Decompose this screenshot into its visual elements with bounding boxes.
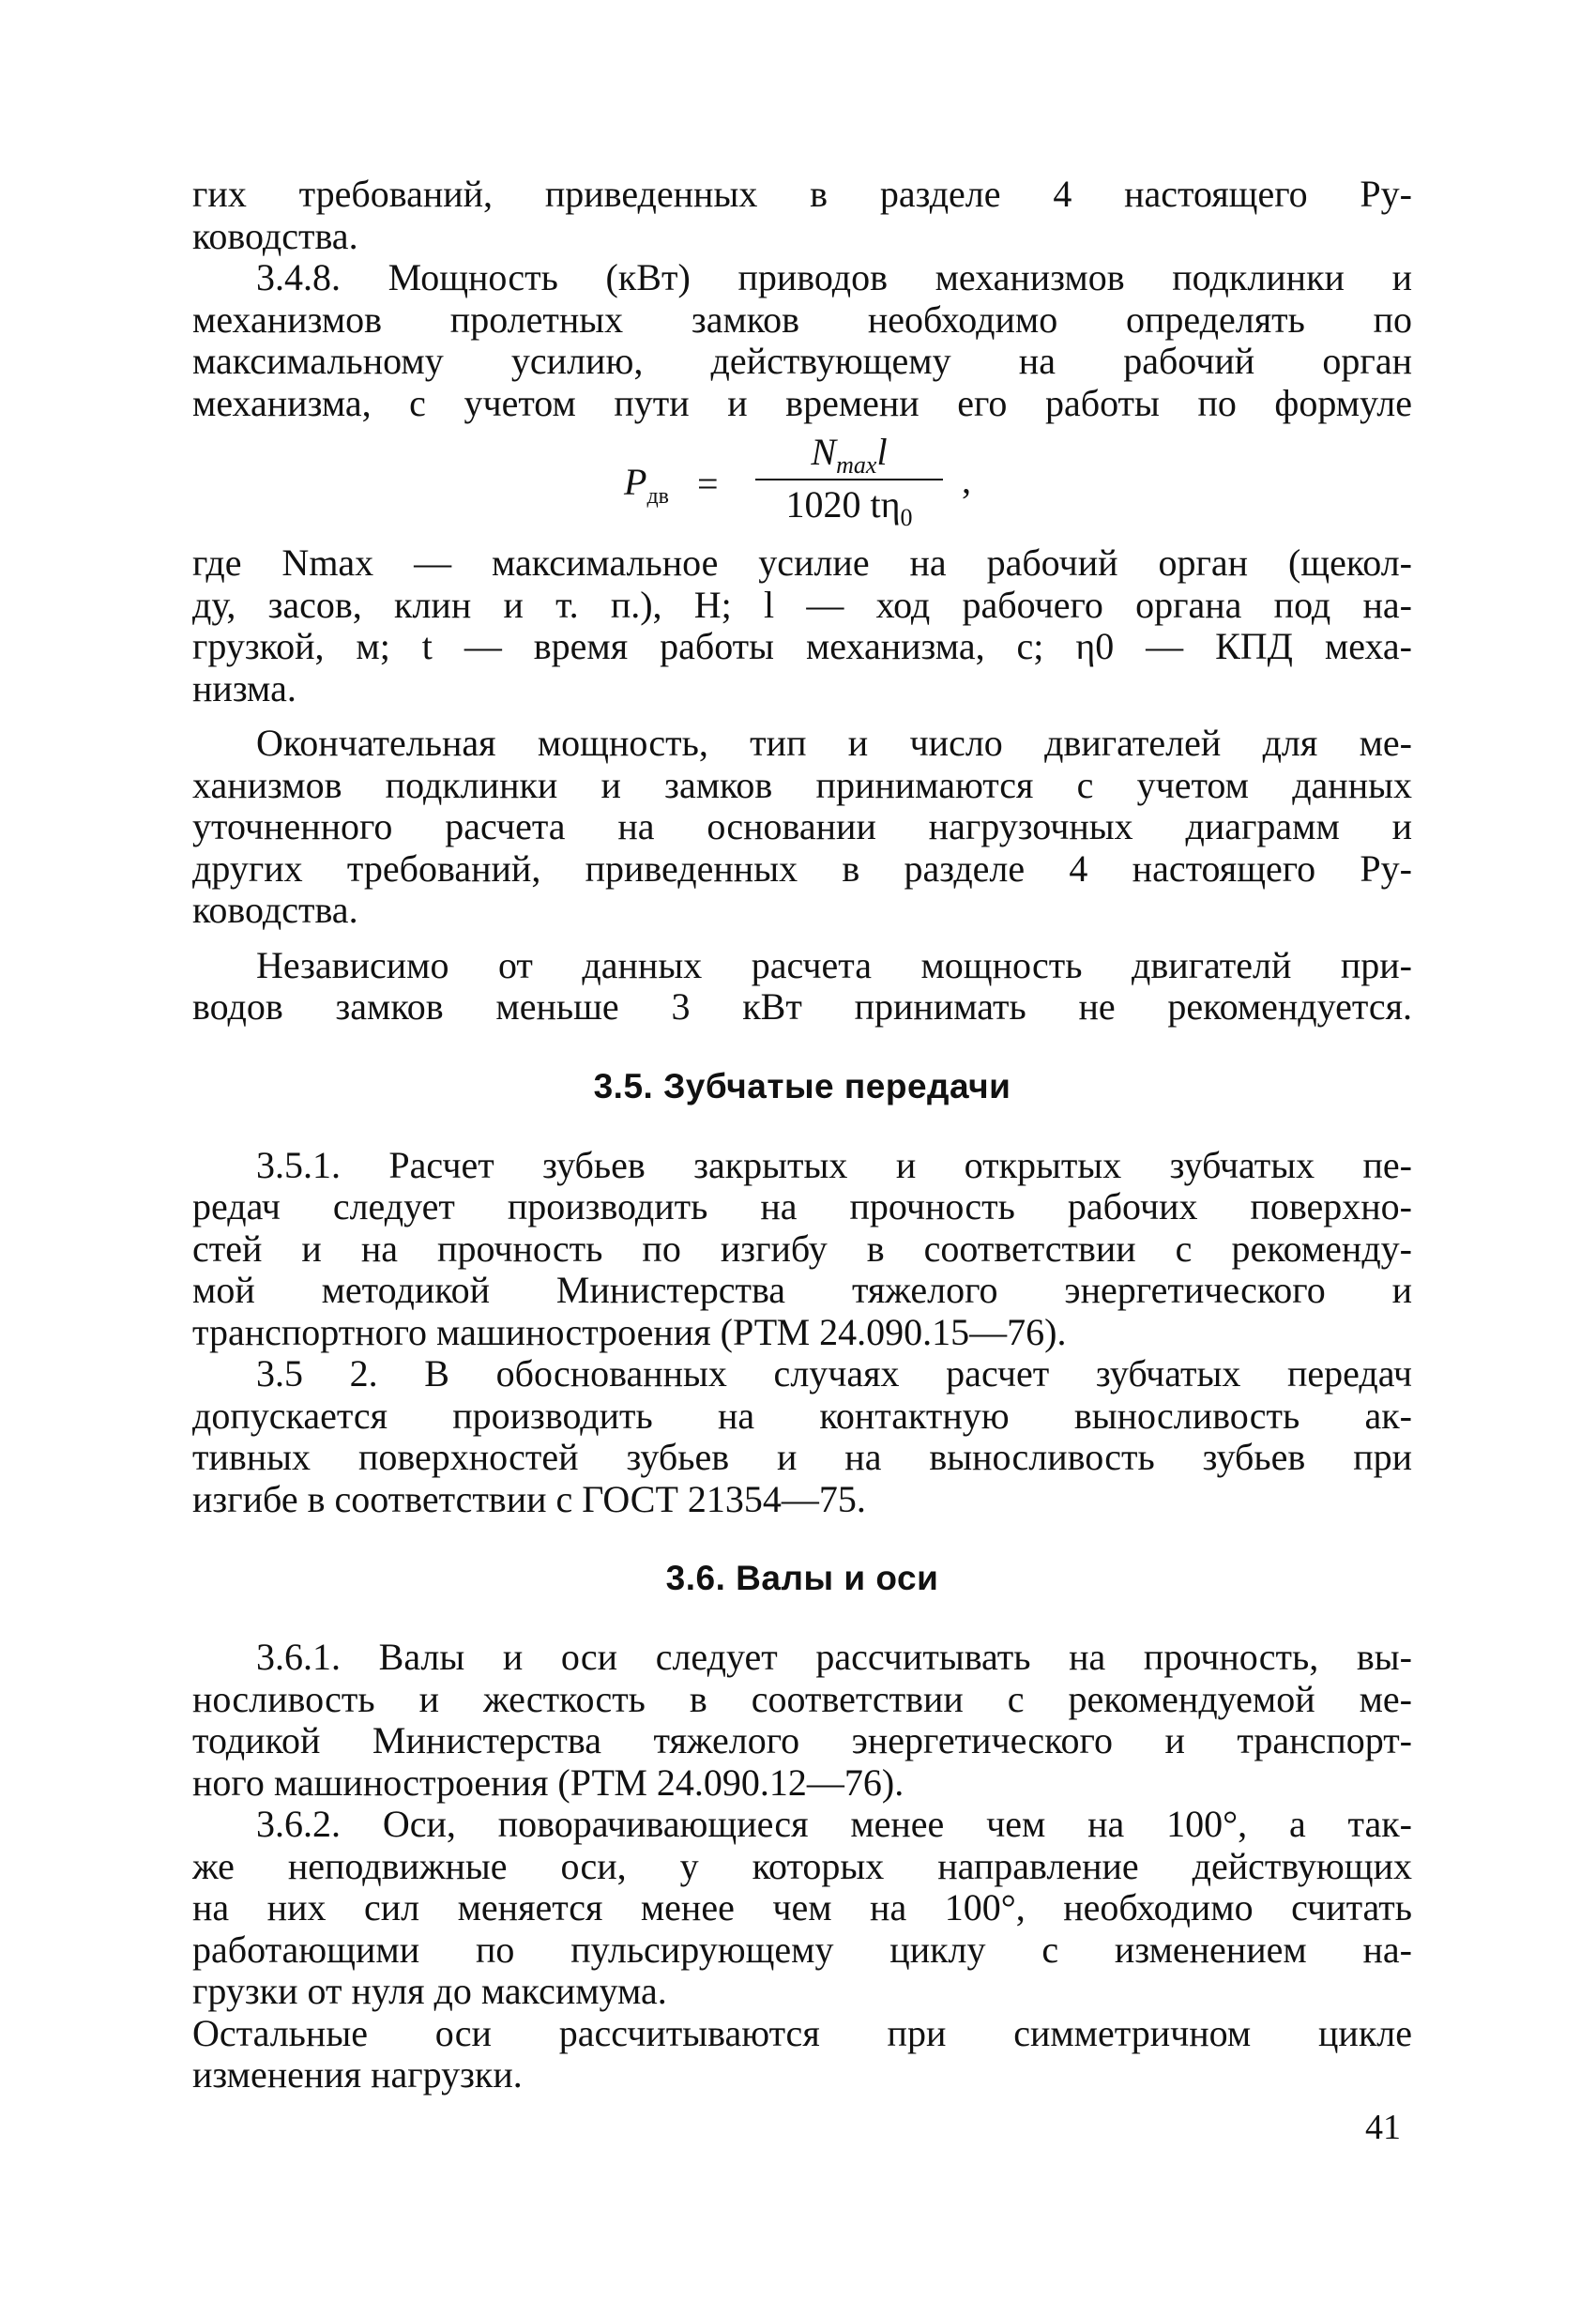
text-line: водов замков меньше 3 кВт принимать не рекомендуется. xyxy=(192,986,1412,1028)
formula-numerator: $N_{max}l$ xyxy=(811,431,888,479)
fraction-bar xyxy=(755,479,943,480)
text-line: редач следует производить на прочность рабочих поверхно- xyxy=(192,1186,1412,1227)
paragraph-independent xyxy=(192,945,1412,1029)
text-line: 3.6.1. Валы и оси следует рассчитывать на прочность, вы- xyxy=(256,1637,1412,1678)
paragraph-3-6-1 xyxy=(192,1637,1412,1804)
text-line: где Nmax — максимальное усилие на рабочий орган (щекол- xyxy=(192,542,1412,584)
text-line: уточненного расчета на основании нагрузочных диаграмм и xyxy=(192,806,1412,847)
text-line: изгибе в соответствии с ГОСТ 21354—75. xyxy=(192,1478,866,1520)
text-line: Остальные оси рассчитываются при симметричном цикле xyxy=(192,2012,1412,2054)
text-line: же неподвижные оси, у которых направление действующих xyxy=(192,1845,1412,1887)
text-line: ководства. xyxy=(192,890,358,931)
text-line: гих требований, приведенных в разделе 4 настоящего Ру- xyxy=(192,174,1412,215)
text-line: изменения нагрузки. xyxy=(192,2054,523,2096)
text-line: ду, засов, клин и т. п.), Н; l — ход рабочего органа под на- xyxy=(192,584,1412,626)
text-line: ного машиностроения (РТМ 24.090.12—76). xyxy=(192,1761,904,1804)
document-page xyxy=(192,174,1412,2096)
paragraph-3-6-2 xyxy=(192,1804,1412,2013)
text-line: механизмов пролетных замков необходимо определять по xyxy=(192,298,1412,341)
paragraph-3-4-8 xyxy=(192,257,1412,424)
text-line: механизма, с учетом пути и времени его работы по формуле xyxy=(192,382,1412,424)
text-line: грузкой, м; t — время работы механизма, с; η0 — КПД меха- xyxy=(192,626,1412,667)
text-line: 3.5.1. Расчет зубьев закрытых и открытых зубчатых пе- xyxy=(256,1144,1412,1186)
text-line: ханизмов подклинки и замков принимаются с учетом данных xyxy=(192,764,1412,806)
text-line: тивных поверхностей зубьев и на выносливость зубьев при xyxy=(192,1437,1412,1478)
text-line: носливость и жесткость в соответствии с рекомендуемой ме- xyxy=(192,1678,1412,1720)
text-line: на них сил меняется менее чем на 100°, необходимо считать xyxy=(192,1887,1412,1928)
text-line: других требований, приведенных в разделе 4 настоящего Ру- xyxy=(192,847,1412,890)
section-heading-3-5: 3.5. Зубчатые передачи xyxy=(593,1066,1011,1105)
text-line: Окончательная мощность, тип и число двигателей для ме- xyxy=(256,723,1412,764)
text-line: стей и на прочность по изгибу в соответствии с рекоменду- xyxy=(192,1227,1412,1270)
text-line: тодикой Министерства тяжелого энергетического и транспорт- xyxy=(192,1720,1412,1761)
text-line: 3.5 2. В обоснованных случаях расчет зубчатых передач xyxy=(256,1353,1412,1395)
paragraph-where xyxy=(192,542,1412,709)
text-line: работающими по пульсирующему циклу с изменением на- xyxy=(192,1928,1412,1971)
text-line: мой методикой Министерства тяжелого энергетического и xyxy=(192,1270,1412,1311)
text-line: низма. xyxy=(192,667,296,709)
formula-lhs: $P_{дв}$ xyxy=(624,461,669,509)
text-line: 3.6.2. Оси, поворачивающиеся менее чем на 100°, а так- xyxy=(256,1804,1412,1845)
formula-comma: , xyxy=(962,459,971,501)
paragraph-3-5-1 xyxy=(192,1145,1412,1354)
paragraph-3-5-2 xyxy=(192,1353,1412,1520)
formula-denominator: 1020 $t\eta_0$ xyxy=(785,483,913,531)
text-line: допускается производить на контактную выносливость ак- xyxy=(192,1395,1412,1437)
power-formula xyxy=(192,430,1412,535)
paragraph-continuation xyxy=(192,174,1412,257)
text-line: максимальному усилию, действующему на рабочий орган xyxy=(192,341,1412,382)
page-number: 41 xyxy=(1365,2108,1401,2147)
section-heading-3-6: 3.6. Валы и оси xyxy=(665,1559,939,1597)
paragraph-rest xyxy=(192,2013,1412,2096)
paragraph-final-power xyxy=(192,723,1412,932)
text-line: грузки от нуля до максимума. xyxy=(192,1971,667,2012)
formula-equals: = xyxy=(697,463,719,505)
text-line: Независимо от данных расчета мощность двигателй при- xyxy=(256,944,1412,986)
text-line: транспортного машиностроения (РТМ 24.090.15—76). xyxy=(192,1311,1067,1353)
text-line: ководства. xyxy=(192,215,358,257)
text-line: 3.4.8. Мощность (кВт) приводов механизмов подклинки и xyxy=(256,257,1412,298)
